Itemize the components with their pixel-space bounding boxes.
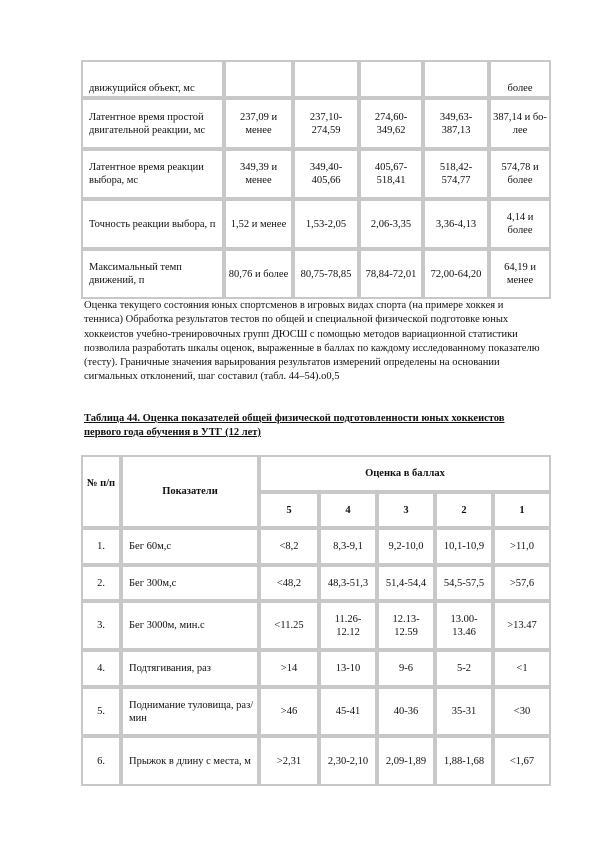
table-cell: 2,06-3,35 <box>359 199 423 249</box>
row-number: 1. <box>81 528 121 565</box>
table-cell: <48,2 <box>259 565 319 601</box>
table-cell <box>293 60 359 98</box>
table-cell <box>423 60 489 98</box>
row-indicator: Бег 300м,с <box>121 565 259 601</box>
row-label: Латентное время простой двигательной реакции, мс <box>81 98 224 149</box>
table-cell: 2,09-1,89 <box>377 736 435 786</box>
row-number: 5. <box>81 687 121 736</box>
table-cell: 405,67-518,41 <box>359 149 423 199</box>
table-row <box>81 98 551 149</box>
row-indicator: Поднимание туловища, раз/мин <box>121 687 259 736</box>
table-cell: 274,60-349,62 <box>359 98 423 149</box>
row-indicator: Бег 3000м, мин.с <box>121 601 259 650</box>
table-row <box>81 249 551 299</box>
table-cell: 387,14 и бо-лее <box>489 98 551 149</box>
table-caption: Таблица 44. Оценка показателей общей физической подготовленности юных хоккеистов первого года обучения в УТГ (12 лет) <box>84 413 505 438</box>
table-header-row <box>81 455 551 492</box>
header-number: № п/п <box>81 455 121 528</box>
header-score-group: Оценка в баллах <box>259 455 551 492</box>
table-cell: 518,42-574,77 <box>423 149 489 199</box>
table-cell: 8,3-9,1 <box>319 528 377 565</box>
table-cell: 5-2 <box>435 650 493 687</box>
table-cell: 10,1-10,9 <box>435 528 493 565</box>
table-cell: 13.00-13.46 <box>435 601 493 650</box>
row-number: 4. <box>81 650 121 687</box>
header-score: 4 <box>319 492 377 528</box>
table-cell: >13.47 <box>493 601 551 650</box>
table-cell: 72,00-64,20 <box>423 249 489 299</box>
table-row <box>81 687 551 736</box>
table-row <box>81 528 551 565</box>
table-cell: 54,5-57,5 <box>435 565 493 601</box>
table-cell: <1,67 <box>493 736 551 786</box>
header-indicators: Показатели <box>121 455 259 528</box>
row-label: Латентное время реакции выбора, мс <box>81 149 224 199</box>
table-cell <box>359 60 423 98</box>
table-cell: 3,36-4,13 <box>423 199 489 249</box>
table-cell: >57,6 <box>493 565 551 601</box>
table-cell: <1 <box>493 650 551 687</box>
row-number: 3. <box>81 601 121 650</box>
table-cell: <8,2 <box>259 528 319 565</box>
table-cell: 237,09 и менее <box>224 98 293 149</box>
table-cell: 64,19 и менее <box>489 249 551 299</box>
fitness-scores-table <box>81 455 551 786</box>
table-cell: 45-41 <box>319 687 377 736</box>
row-indicator: Подтягивания, раз <box>121 650 259 687</box>
table-cell: <11.25 <box>259 601 319 650</box>
body-paragraph: Оценка текущего состояния юных спортсменов в игровых видах спорта (на примере хоккея и тенниса) Обработка результатов тестов по общей и специальной физической подготовке юных хоккеистов учебно-тренировочных групп ДЮСШ с помощью методов вариационной статистики позволила разработать шкалы оценок, выраженные в баллах по каждому исследованному показателю (тесту). Граничные значения варьирования результатов измерений определены на основании сигмальных отклонений, шаг составил (табл. 44–54).о0,5 <box>84 300 540 383</box>
table-cell: 2,30-2,10 <box>319 736 377 786</box>
row-label: Максимальный темп движений, п <box>81 249 224 299</box>
table-cell: 1,52 и менее <box>224 199 293 249</box>
table-cell: 349,40-405,66 <box>293 149 359 199</box>
table-row <box>81 601 551 650</box>
table-cell: 80,76 и более <box>224 249 293 299</box>
table-row <box>81 565 551 601</box>
table-row <box>81 149 551 199</box>
table-cell: 4,14 и более <box>489 199 551 249</box>
table-cell: 11.26-12.12 <box>319 601 377 650</box>
table-cell: 9,2-10,0 <box>377 528 435 565</box>
table-cell: 1,53-2,05 <box>293 199 359 249</box>
row-label: движущийся объект, мс <box>81 60 224 98</box>
reaction-scores-table <box>81 60 551 299</box>
table-cell: 51,4-54,4 <box>377 565 435 601</box>
table-cell: 80,75-78,85 <box>293 249 359 299</box>
row-indicator: Прыжок в длину с места, м <box>121 736 259 786</box>
table-cell: 35-31 <box>435 687 493 736</box>
table-cell: 574,78 и более <box>489 149 551 199</box>
table-row <box>81 650 551 687</box>
table-cell: >11,0 <box>493 528 551 565</box>
header-score: 1 <box>493 492 551 528</box>
header-score: 3 <box>377 492 435 528</box>
header-score: 5 <box>259 492 319 528</box>
row-number: 2. <box>81 565 121 601</box>
table-cell: 12.13-12.59 <box>377 601 435 650</box>
row-number: 6. <box>81 736 121 786</box>
row-indicator: Бег 60м,с <box>121 528 259 565</box>
table-row <box>81 736 551 786</box>
table-cell: 48,3-51,3 <box>319 565 377 601</box>
table-cell: более <box>489 60 551 98</box>
table-cell: 237,10-274,59 <box>293 98 359 149</box>
table-cell: 349,63-387,13 <box>423 98 489 149</box>
table-cell: 349,39 и менее <box>224 149 293 199</box>
table-cell <box>224 60 293 98</box>
table-cell: >14 <box>259 650 319 687</box>
row-label: Точность реакции выбора, п <box>81 199 224 249</box>
header-score: 2 <box>435 492 493 528</box>
table-row <box>81 199 551 249</box>
table-cell: >46 <box>259 687 319 736</box>
table-cell: 40-36 <box>377 687 435 736</box>
table-row <box>81 60 551 98</box>
table-cell: 9-6 <box>377 650 435 687</box>
table-cell: >2,31 <box>259 736 319 786</box>
table-cell: <30 <box>493 687 551 736</box>
table-cell: 1,88-1,68 <box>435 736 493 786</box>
table-cell: 78,84-72,01 <box>359 249 423 299</box>
table-cell: 13-10 <box>319 650 377 687</box>
